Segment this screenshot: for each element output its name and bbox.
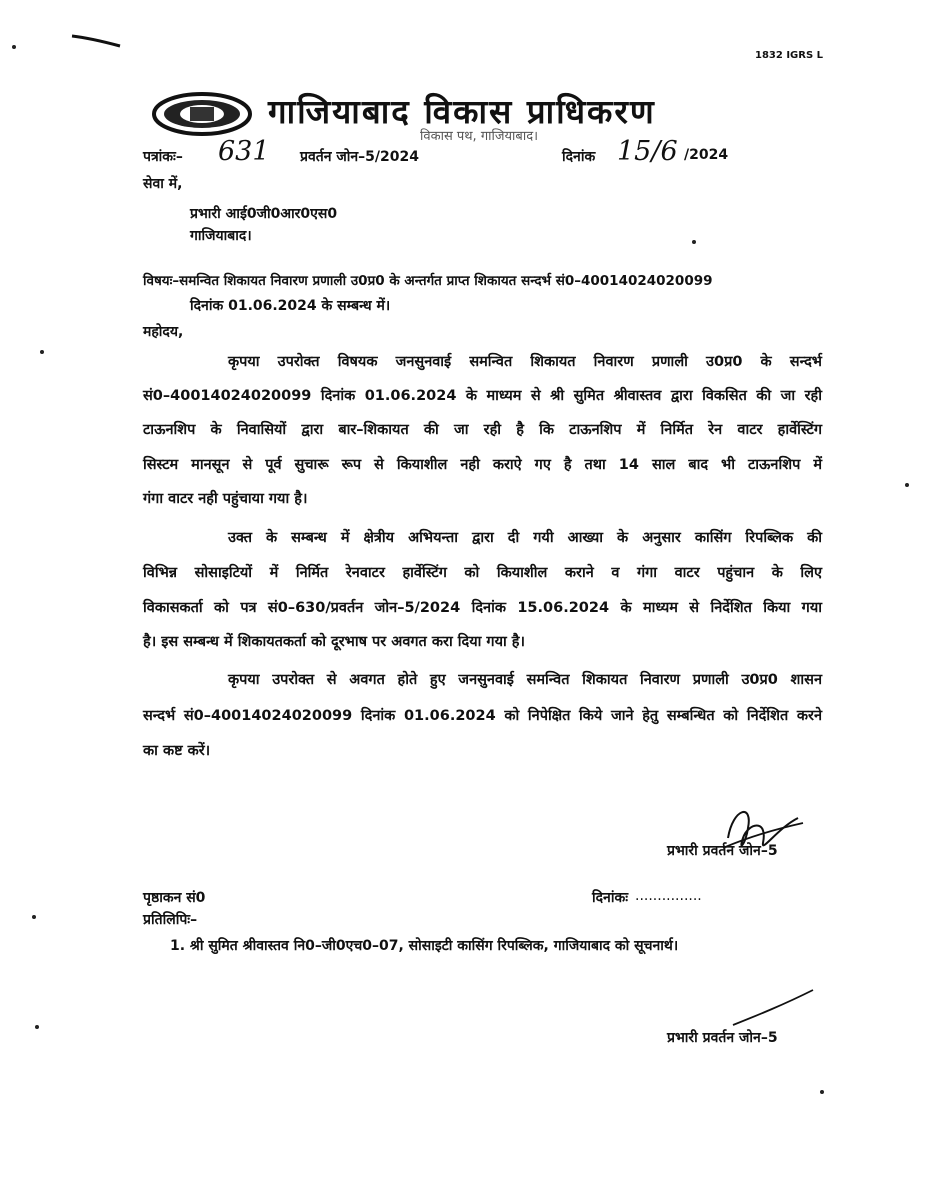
letter-number-label: पत्रांकः–: [143, 149, 183, 165]
recipient-line2: गाजियाबाद।: [190, 228, 252, 244]
paragraph-line: कृपया उपरोक्त विषयक जनसुनवाई समन्वित शिकायत निवारण प्रणाली उ0प्र0 के सन्दर्भ: [228, 354, 822, 370]
copy-item: 1. श्री सुमित श्रीवास्तव नि0–जी0एच0–07, सोसाइटी कासिंग रिपब्लिक, गाजियाबाद को सूचनार्थ।: [170, 938, 679, 954]
date-year: /2024: [684, 147, 729, 163]
paragraph-line: कृपया उपरोक्त से अवगत होते हुए जनसुनवाई समन्वित शिकायत निवारण प्रणाली उ0प्र0 शासन: [228, 672, 822, 688]
scan-speck: [40, 350, 44, 354]
paragraph-line: सं0–40014024020099 दिनांक 01.06.2024 के माध्यम से श्री सुमित श्रीवास्तव द्वारा विकसित की जा रही: [143, 388, 822, 404]
authority-name: गाजियाबाद विकास प्राधिकरण: [268, 92, 656, 131]
paragraph-line: टाऊनशिप के निवासियों द्वारा बार–शिकायत की जा रही है कि टाऊनशिप में निर्मित रेन वाटर हार्वेस्टिंग: [143, 422, 822, 438]
authority-address: विकास पथ, गाजियाबाद।: [420, 129, 539, 144]
recipient-to: सेवा में,: [143, 176, 183, 192]
paragraph-line: सिस्टम मानसून से पूर्व सुचारू रूप से कियाशील नही कराऐ गए है तथा 14 साल बाद भी टाऊनशिप में: [143, 457, 822, 473]
paragraph-line: सन्दर्भ सं0–40014024020099 दिनांक 01.06.2024 को निपेक्षित किये जाने हेतु सम्बन्धित को निर्देशित करने: [143, 708, 822, 724]
paragraph-line: विभिन्न सोसाइटियों में निर्मित रेनवाटर हार्वेस्टिंग को कियाशील कराने व गंगा वाटर पहुंचान के लिए: [143, 565, 822, 581]
paragraph-line: विकासकर्ता को पत्र सं0–630/प्रवर्तन जोन–5/2024 दिनांक 15.06.2024 के माध्यम से निर्देशित किया गया: [143, 600, 822, 616]
copy-label: प्रतिलिपिः–: [143, 912, 198, 928]
paragraph-line: गंगा वाटर नही पहुंचाया गया है।: [143, 491, 308, 507]
scan-speck: [905, 483, 909, 487]
scan-speck: [32, 915, 36, 919]
reference-number: 1832 IGRS L: [755, 50, 823, 61]
scan-speck: [692, 240, 696, 244]
date-label: दिनांक: [562, 149, 596, 165]
recipient-line1: प्रभारी आई0जी0आर0एस0: [190, 206, 338, 222]
scan-speck: [35, 1025, 39, 1029]
paragraph-line: है। इस सम्बन्ध में शिकायतकर्ता को दूरभाष पर अवगत करा दिया गया है।: [143, 634, 525, 650]
endorsement-label: पृष्ठाकन सं0: [143, 890, 206, 906]
date-value: 15/6: [617, 136, 678, 167]
signature-designation: प्रभारी प्रवर्तन जोन–5: [667, 1030, 778, 1046]
scan-speck: [12, 45, 16, 49]
paragraph-line: उक्त के सम्बन्ध में क्षेत्रीय अभियन्ता द्वारा दी गयी आख्या के अनुसार कासिंग रिपब्लिक की: [228, 530, 822, 546]
authority-logo-icon: [152, 92, 252, 136]
subject-line1: विषयः–समन्वित शिकायत निवारण प्रणाली उ0प्र0 के अन्तर्गत प्राप्त शिकायत सन्दर्भ सं0–40014024020099: [143, 273, 713, 289]
letter-reference: प्रवर्तन जोन–5/2024: [300, 149, 419, 165]
scan-mark: [70, 30, 130, 50]
subject-line2: दिनांक 01.06.2024 के सम्बन्ध में।: [190, 298, 391, 314]
scan-speck: [820, 1090, 824, 1094]
endorsement-date-blank: ...............: [635, 888, 702, 904]
greeting: महोदय,: [143, 324, 184, 340]
endorsement-date-label: दिनांकः: [592, 890, 629, 906]
signature-designation: प्रभारी प्रवर्तन जोन–5: [667, 843, 778, 859]
paragraph-line: का कष्ट करें।: [143, 743, 211, 759]
letter-number-value: 631: [218, 136, 270, 167]
